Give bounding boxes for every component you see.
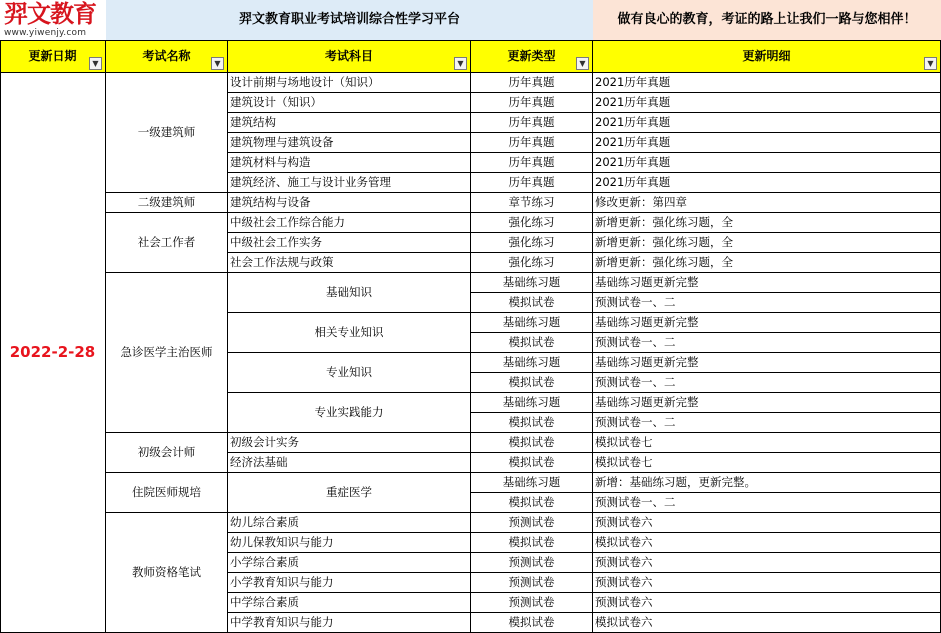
type-cell: 历年真题 [471, 133, 593, 153]
subject-cell: 建筑经济、施工与设计业务管理 [228, 173, 471, 193]
subject-cell: 中级社会工作综合能力 [228, 213, 471, 233]
update-table [0, 40, 941, 633]
detail-cell: 2021历年真题 [593, 173, 941, 193]
detail-cell: 2021历年真题 [593, 93, 941, 113]
filter-dropdown-date-icon[interactable]: ▼ [89, 57, 102, 70]
subject-cell-merged: 专业知识 [228, 353, 471, 393]
table-top-border [0, 40, 941, 41]
type-cell: 基础练习题 [471, 313, 593, 333]
filter-dropdown-detail-icon[interactable]: ▼ [924, 57, 937, 70]
subject-cell: 小学教育知识与能力 [228, 573, 471, 593]
type-cell: 模拟试卷 [471, 613, 593, 633]
filter-dropdown-type-icon[interactable]: ▼ [576, 57, 589, 70]
exam-name-cell: 二级建筑师 [106, 193, 228, 213]
subject-cell-merged: 专业实践能力 [228, 393, 471, 433]
subject-cell: 初级会计实务 [228, 433, 471, 453]
subject-cell-merged: 重症医学 [228, 473, 471, 513]
type-cell: 预测试卷 [471, 593, 593, 613]
subject-cell: 建筑材料与构造 [228, 153, 471, 173]
header-date: 更新日期 ▼ [0, 40, 106, 73]
detail-cell: 2021历年真题 [593, 153, 941, 173]
detail-cell: 基础练习题更新完整 [593, 273, 941, 293]
type-cell: 预测试卷 [471, 573, 593, 593]
detail-cell: 预测试卷六 [593, 513, 941, 533]
logo [0, 0, 106, 40]
type-cell: 模拟试卷 [471, 533, 593, 553]
detail-cell: 基础练习题更新完整 [593, 353, 941, 373]
type-cell: 历年真题 [471, 73, 593, 93]
subject-cell: 小学综合素质 [228, 553, 471, 573]
detail-cell: 预测试卷六 [593, 593, 941, 613]
type-cell: 历年真题 [471, 113, 593, 133]
subject-cell: 建筑结构与设备 [228, 193, 471, 213]
subject-cell-merged: 基础知识 [228, 273, 471, 313]
type-cell: 模拟试卷 [471, 333, 593, 353]
header-exam: 考试名称 ▼ [106, 40, 228, 73]
subject-cell: 幼儿综合素质 [228, 513, 471, 533]
logo-text: 羿文教育 [4, 0, 96, 28]
type-cell: 基础练习题 [471, 353, 593, 373]
detail-cell: 预测试卷一、二 [593, 293, 941, 313]
type-cell: 强化练习 [471, 253, 593, 273]
type-cell: 模拟试卷 [471, 433, 593, 453]
filter-dropdown-exam-icon[interactable]: ▼ [211, 57, 224, 70]
type-cell: 基础练习题 [471, 393, 593, 413]
detail-cell: 预测试卷一、二 [593, 333, 941, 353]
type-cell: 章节练习 [471, 193, 593, 213]
header-subject: 考试科目 ▼ [228, 40, 471, 73]
type-cell: 强化练习 [471, 233, 593, 253]
subject-cell-merged: 相关专业知识 [228, 313, 471, 353]
detail-cell: 预测试卷一、二 [593, 493, 941, 513]
exam-name-cell: 一级建筑师 [106, 73, 228, 193]
detail-cell: 新增更新：强化练习题，全 [593, 213, 941, 233]
subject-cell: 建筑结构 [228, 113, 471, 133]
detail-cell: 新增更新：强化练习题，全 [593, 253, 941, 273]
detail-cell: 预测试卷一、二 [593, 413, 941, 433]
detail-cell: 模拟试卷六 [593, 533, 941, 553]
exam-name-cell: 初级会计师 [106, 433, 228, 473]
subject-cell: 中级社会工作实务 [228, 233, 471, 253]
type-cell: 历年真题 [471, 93, 593, 113]
subject-cell: 中学教育知识与能力 [228, 613, 471, 633]
type-cell: 基础练习题 [471, 473, 593, 493]
type-cell: 预测试卷 [471, 513, 593, 533]
type-cell: 基础练习题 [471, 273, 593, 293]
detail-cell: 模拟试卷七 [593, 453, 941, 473]
exam-name-cell: 教师资格笔试 [106, 513, 228, 633]
type-cell: 历年真题 [471, 173, 593, 193]
detail-cell: 2021历年真题 [593, 133, 941, 153]
detail-cell: 新增更新：强化练习题，全 [593, 233, 941, 253]
detail-cell: 基础练习题更新完整 [593, 313, 941, 333]
type-cell: 历年真题 [471, 153, 593, 173]
header-detail: 更新明细 ▼ [593, 40, 941, 73]
subject-cell: 经济法基础 [228, 453, 471, 473]
subject-cell: 建筑设计（知识） [228, 93, 471, 113]
detail-cell: 基础练习题更新完整 [593, 393, 941, 413]
exam-name-cell: 住院医师规培 [106, 473, 228, 513]
detail-cell: 模拟试卷六 [593, 613, 941, 633]
exam-name-cell: 急诊医学主治医师 [106, 273, 228, 433]
logo-url: www.yiwenjy.com [4, 28, 87, 38]
update-date-cell: 2022-2-28 [0, 73, 106, 633]
slogan: 做有良心的教育，考证的路上让我们一路与您相伴！ [593, 0, 941, 40]
detail-cell: 修改更新：第四章 [593, 193, 941, 213]
subject-cell: 建筑物理与建筑设备 [228, 133, 471, 153]
detail-cell: 2021历年真题 [593, 113, 941, 133]
banner [0, 0, 941, 40]
detail-cell: 预测试卷一、二 [593, 373, 941, 393]
filter-dropdown-subject-icon[interactable]: ▼ [454, 57, 467, 70]
table-left-border [0, 40, 1, 633]
exam-name-cell: 社会工作者 [106, 213, 228, 273]
type-cell: 强化练习 [471, 213, 593, 233]
header-type: 更新类型 ▼ [471, 40, 593, 73]
type-cell: 模拟试卷 [471, 413, 593, 433]
type-cell: 模拟试卷 [471, 493, 593, 513]
detail-cell: 模拟试卷七 [593, 433, 941, 453]
type-cell: 预测试卷 [471, 553, 593, 573]
subject-cell: 中学综合素质 [228, 593, 471, 613]
detail-cell: 预测试卷六 [593, 573, 941, 593]
subject-cell: 设计前期与场地设计（知识） [228, 73, 471, 93]
platform-title: 羿文教育职业考试培训综合性学习平台 [106, 0, 593, 40]
subject-cell: 社会工作法规与政策 [228, 253, 471, 273]
subject-cell: 幼儿保教知识与能力 [228, 533, 471, 553]
detail-cell: 2021历年真题 [593, 73, 941, 93]
type-cell: 模拟试卷 [471, 373, 593, 393]
type-cell: 模拟试卷 [471, 293, 593, 313]
detail-cell: 预测试卷六 [593, 553, 941, 573]
type-cell: 模拟试卷 [471, 453, 593, 473]
detail-cell: 新增：基础练习题，更新完整。 [593, 473, 941, 493]
